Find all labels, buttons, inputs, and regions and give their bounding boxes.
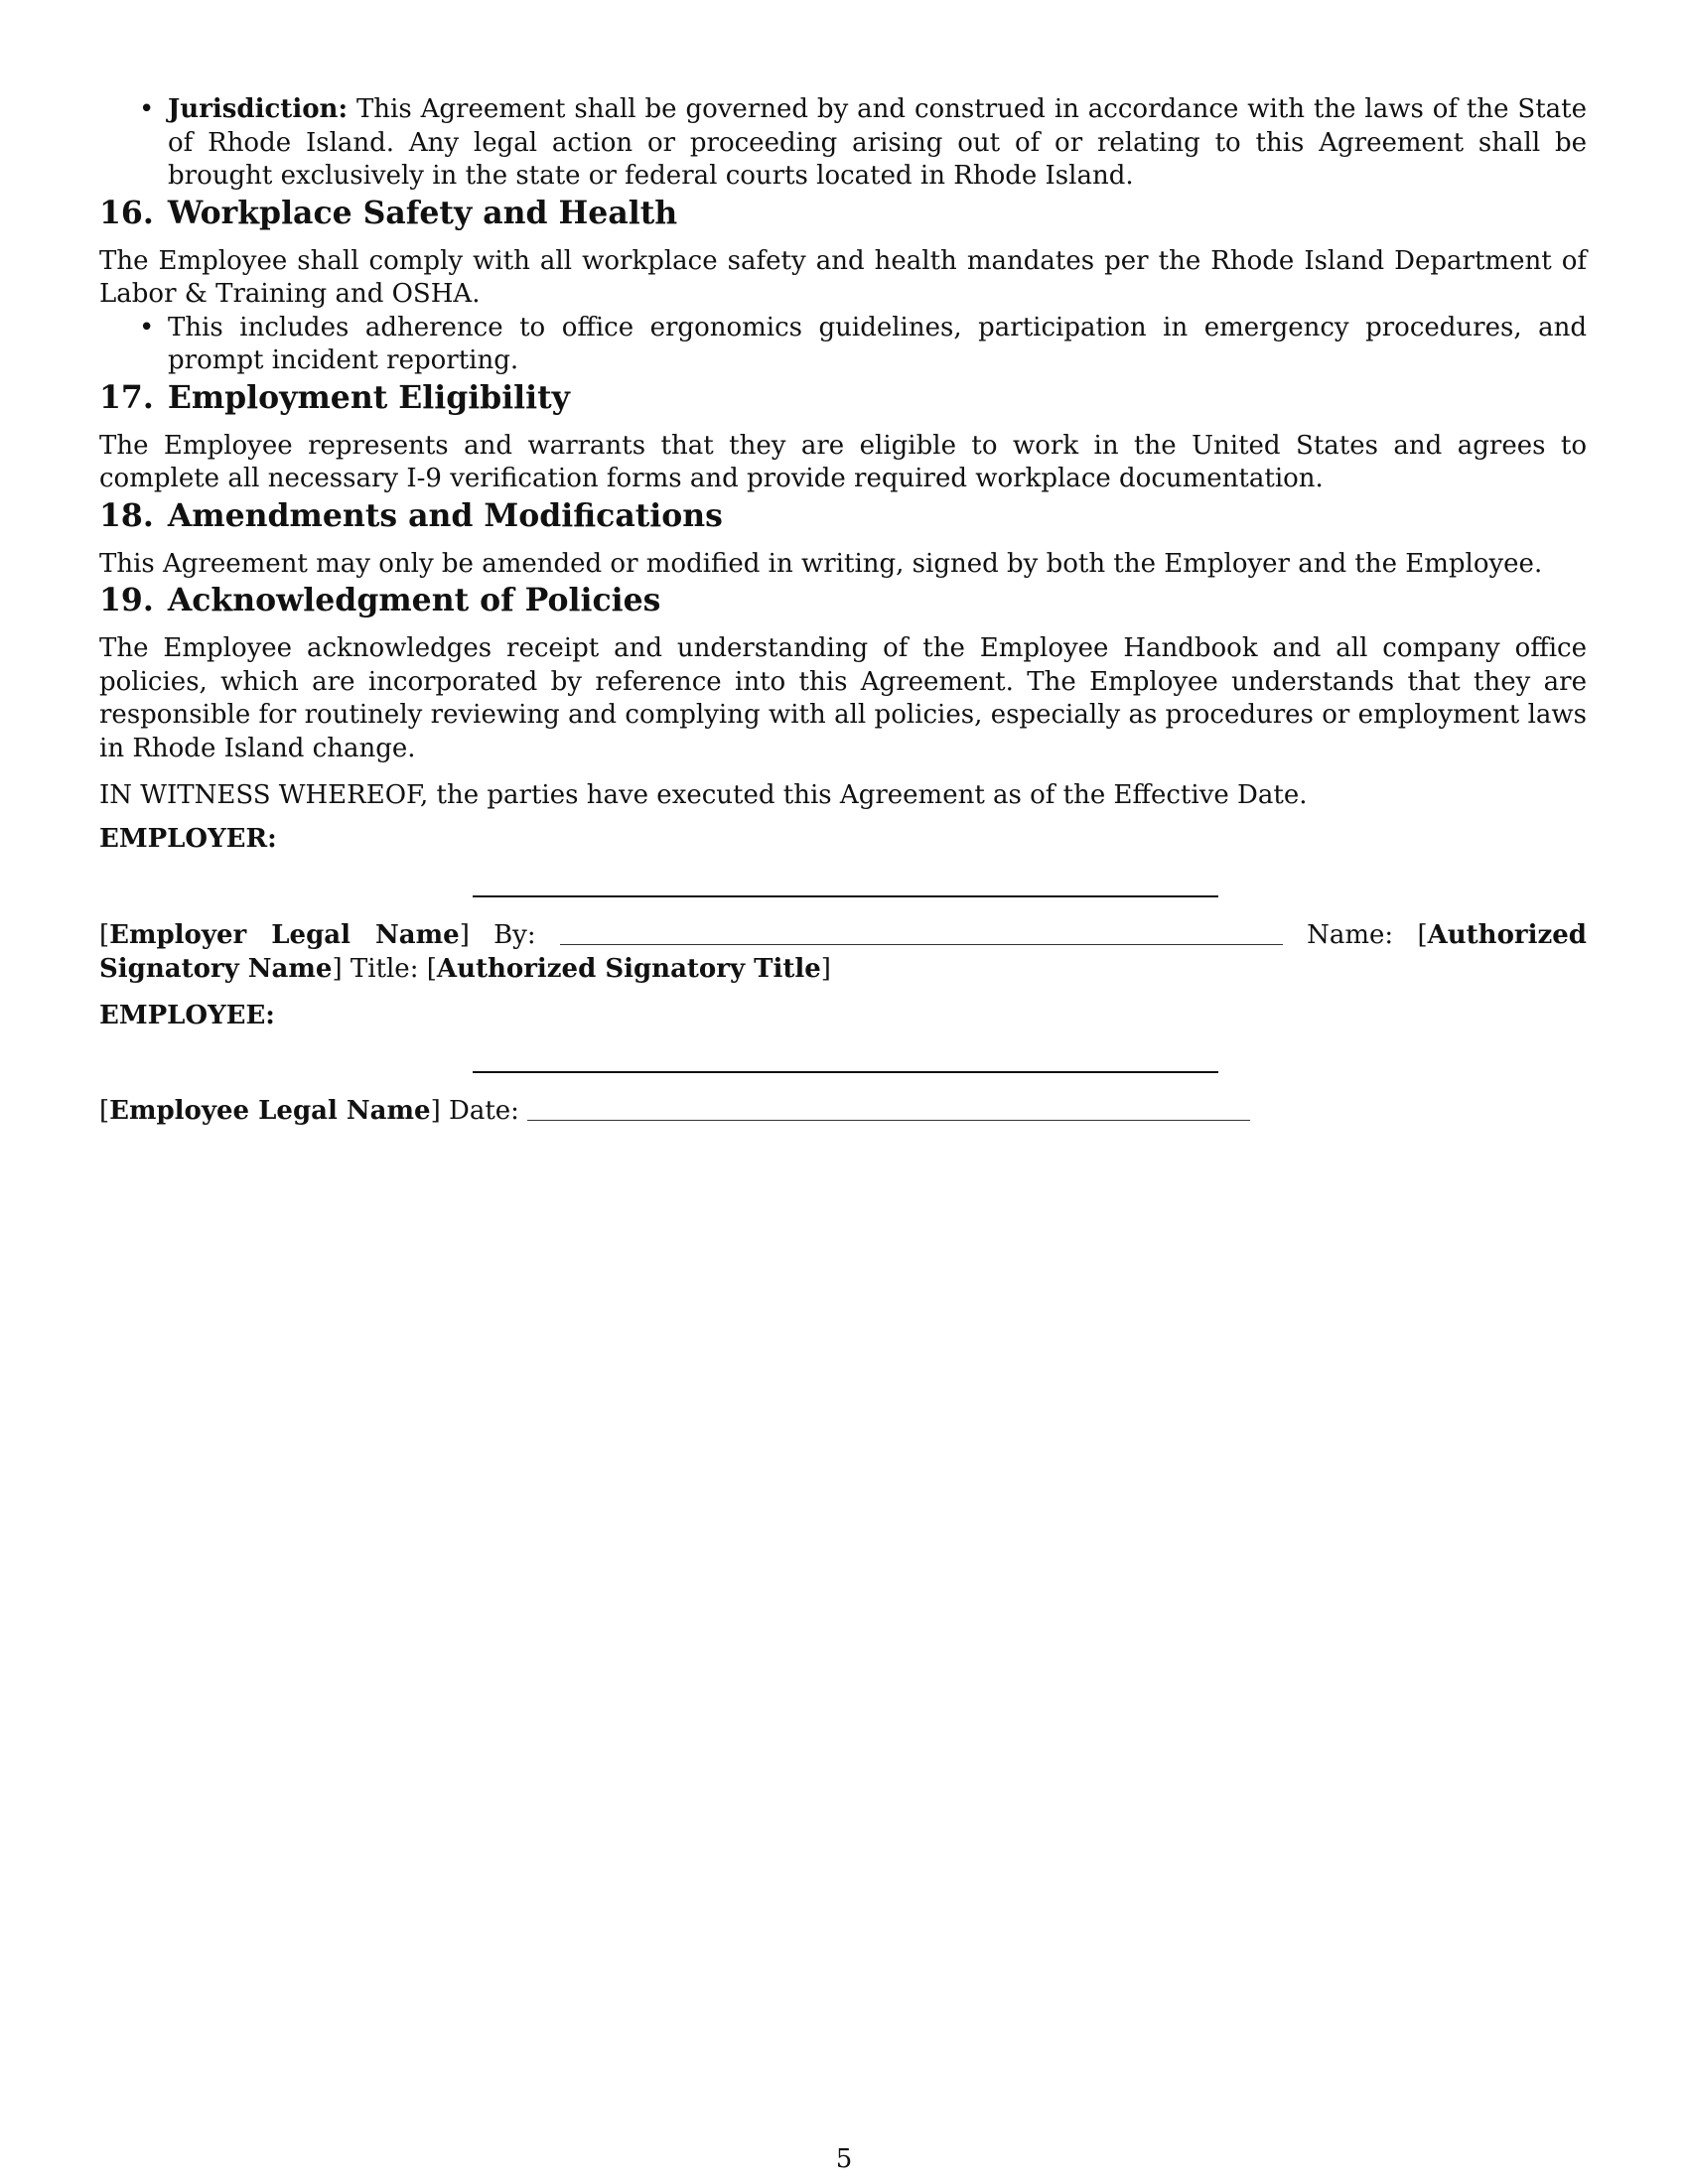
employee-heading-text: EMPLOYEE: <box>99 1001 275 1030</box>
section-16-bullet: • This includes adherence to office ergonomics guidelines, participation in emergency procedures, and prompt incident reporting. <box>99 312 1587 378</box>
jurisdiction-text: This Agreement shall be governed by and construed in accordance with the laws of the State of Rhode Island. Any legal action or proceeding arising out of or relating to this Agreement shall be brought exclusively in the state or federal courts located in Rhode Island. <box>168 94 1587 191</box>
section-18-paragraph: This Agreement may only be amended or modified in writing, signed by both the Employer and the Employee. <box>99 548 1543 579</box>
section-19-number: 19. <box>99 582 154 618</box>
section-18-title: Amendments and Modifications <box>167 496 723 534</box>
employer-title-label: Title: <box>350 953 419 984</box>
section-19-heading <box>99 581 1587 620</box>
employer-by-field[interactable] <box>560 920 1283 945</box>
employer-heading-text: EMPLOYER: <box>99 823 277 854</box>
document-page <box>99 93 1587 1128</box>
employer-name-label: Name: <box>1307 920 1394 950</box>
employer-heading <box>99 823 1587 857</box>
employer-signature-line <box>473 895 1218 897</box>
section-16-number: 16. <box>99 194 154 231</box>
authorized-signatory-title: Authorized Signatory Title <box>436 953 821 984</box>
witness-statement: IN WITNESS WHEREOF, the parties have executed this Agreement as of the Effective Date. <box>99 780 1308 810</box>
section-16-paragraph: The Employee shall comply with all workplace safety and health mandates per the Rhode Island Department of Labor & Training and OSHA. <box>99 245 1587 309</box>
employee-signature-block: [Employee Legal Name] Date: <box>99 1095 1587 1129</box>
page-number: 5 <box>835 2144 853 2174</box>
employer-legal-name: Employer Legal Name <box>109 920 460 950</box>
section-18-heading <box>99 496 1587 536</box>
section-19-paragraph: The Employee acknowledges receipt and understanding of the Employee Handbook and all company office policies, which are incorporated by reference into this Agreement. The Employee understands that they are responsible for routinely reviewing and complying with all policies, especially as procedures or employment laws in Rhode Island change. <box>99 633 1587 763</box>
section-16-list <box>99 312 1587 378</box>
authorized-signatory-name: Authorized Signatory Name <box>99 920 1587 984</box>
employee-date-field[interactable] <box>527 1096 1250 1121</box>
section-17-title: Employment Eligibility <box>167 378 570 416</box>
employer-by-label: By: <box>493 920 536 950</box>
section-19-title: Acknowledgment of Policies <box>167 582 661 618</box>
employee-legal-name: Employee Legal Name <box>109 1095 431 1126</box>
jurisdiction-label: Jurisdiction: <box>168 94 349 124</box>
employer-signature-block: [Employer Legal Name] By: Name: [Authorized Signatory Name] Title: [Authorized Signatory Title] <box>99 920 1587 984</box>
employee-signature-line <box>473 1071 1218 1073</box>
section-17-paragraph: The Employee represents and warrants that they are eligible to work in the United States and agrees to complete all necessary I-9 verification forms and provide required workplace documentation. <box>99 430 1587 493</box>
section-16-heading <box>99 194 1587 233</box>
section-17-heading <box>99 378 1587 418</box>
section-16-title: Workplace Safety and Health <box>167 194 678 231</box>
employee-date-label: Date: <box>449 1095 519 1126</box>
section-17-number: 17. <box>99 378 154 416</box>
jurisdiction-list <box>99 93 1587 194</box>
employee-heading <box>99 1000 1587 1033</box>
jurisdiction-bullet <box>99 93 1587 194</box>
section-18-number: 18. <box>99 496 154 534</box>
